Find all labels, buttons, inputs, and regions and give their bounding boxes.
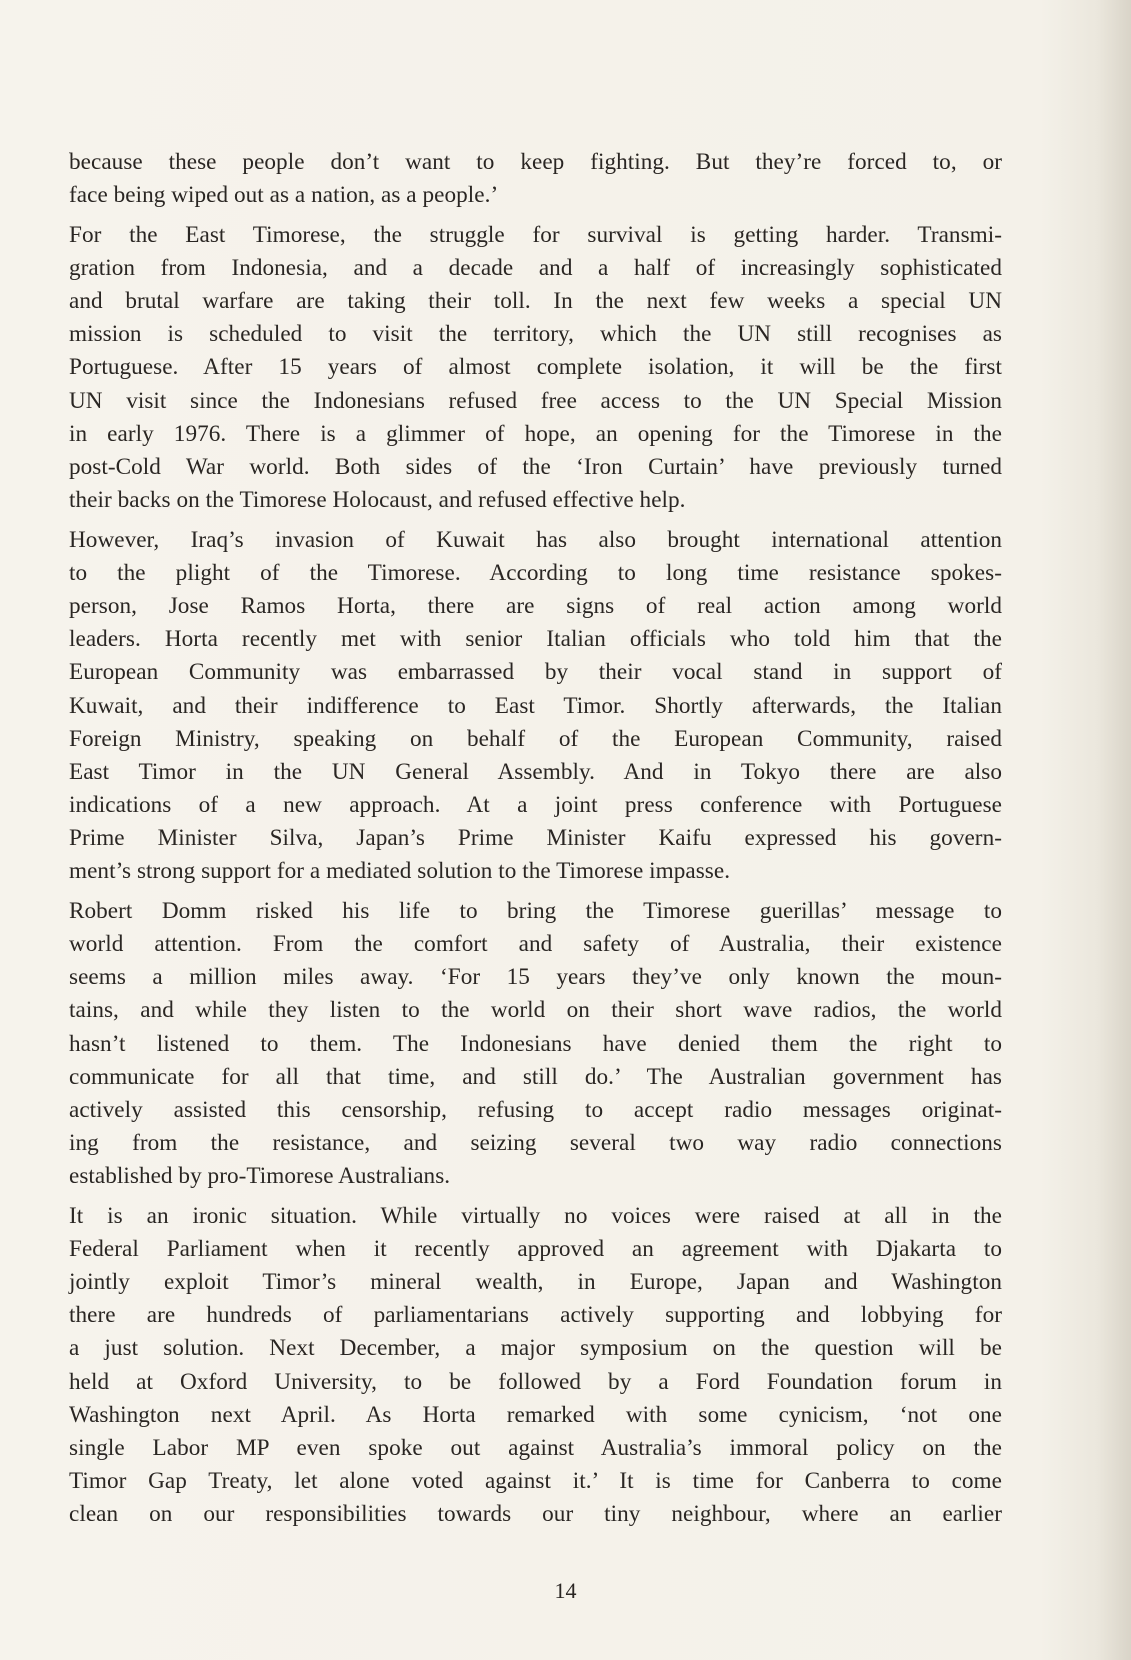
text-line: held at Oxford University, to be followed by a Ford Foundation forum in xyxy=(69,1368,1002,1395)
text-line: to the plight of the Timorese. According to long time resistance spokes- xyxy=(69,559,1002,586)
text-line: Timor Gap Treaty, let alone voted against it.’ It is time for Canberra to come xyxy=(69,1468,1002,1495)
paragraph-1 xyxy=(69,146,1002,212)
text-line: clean on our responsibilities towards our tiny neighbour, where an earlier xyxy=(69,1501,1002,1528)
text-line: Kuwait, and their indifference to East Timor. Shortly afterwards, the Italian xyxy=(69,692,1002,719)
text-line: Robert Domm risked his life to bring the Timorese guerillas’ message to xyxy=(69,897,1002,924)
text-line: Foreign Ministry, speaking on behalf of the European Community, raised xyxy=(69,725,1002,752)
text-line: because these people don’t want to keep fighting. But they’re forced to, or xyxy=(69,149,1002,175)
text-line: and brutal warfare are taking their toll. In the next few weeks a special UN xyxy=(69,288,1002,315)
text-line: Washington next April. As Horta remarked with some cynicism, ‘not one xyxy=(69,1401,1002,1428)
text-line: ment’s strong support for a mediated solution to the Timorese impasse. xyxy=(69,858,731,885)
page-number: 14 xyxy=(554,1578,577,1603)
text-line: It is an ironic situation. While virtually no voices were raised at all in the xyxy=(69,1202,1002,1229)
text-line: mission is scheduled to visit the territory, which the UN still recognises as xyxy=(69,321,1002,348)
text-line: seems a million miles away. ‘For 15 years they’ve only known the moun- xyxy=(69,964,1002,991)
text-line: world attention. From the comfort and safety of Australia, their existence xyxy=(69,931,1002,958)
text-line: single Labor MP even spoke out against Australia’s immoral policy on the xyxy=(69,1434,1002,1461)
body-text xyxy=(69,146,1002,1538)
text-line: Portuguese. After 15 years of almost complete isolation, it will be the first xyxy=(69,354,1002,381)
paragraph-3 xyxy=(69,524,1002,889)
text-line: face being wiped out as a nation, as a people.’ xyxy=(69,182,499,209)
paragraph-5 xyxy=(69,1200,1002,1532)
text-line: established by pro-Timorese Australians. xyxy=(69,1163,451,1190)
text-line: UN visit since the Indonesians refused free access to the UN Special Mission xyxy=(69,387,1002,414)
text-line: hasn’t listened to them. The Indonesians have denied them the right to xyxy=(69,1030,1002,1057)
text-line: tains, and while they listen to the world on their short wave radios, the world xyxy=(69,997,1002,1024)
text-line: a just solution. Next December, a major symposium on the question will be xyxy=(69,1335,1002,1362)
text-line: actively assisted this censorship, refusing to accept radio messages originat- xyxy=(69,1096,1002,1123)
text-line: East Timor in the UN General Assembly. And in Tokyo there are also xyxy=(69,758,1002,785)
text-line: ing from the resistance, and seizing several two way radio connections xyxy=(69,1130,1002,1157)
text-line: indications of a new approach. At a joint press conference with Portuguese xyxy=(69,791,1002,818)
paragraph-2 xyxy=(69,219,1002,517)
text-line: jointly exploit Timor’s mineral wealth, in Europe, Japan and Washington xyxy=(69,1269,1002,1296)
paragraph-4 xyxy=(69,895,1002,1193)
text-line: gration from Indonesia, and a decade and a half of increasingly sophisticated xyxy=(69,254,1002,281)
text-line: person, Jose Ramos Horta, there are signs of real action among world xyxy=(69,593,1002,620)
text-line: However, Iraq’s invasion of Kuwait has also brought international attention xyxy=(69,526,1002,553)
text-line: their backs on the Timorese Holocaust, and refused effective help. xyxy=(69,487,686,514)
text-line: there are hundreds of parliamentarians actively supporting and lobbying for xyxy=(69,1302,1002,1329)
text-line: European Community was embarrassed by their vocal stand in support of xyxy=(69,659,1002,686)
text-line: For the East Timorese, the struggle for survival is getting harder. Transmi- xyxy=(69,221,1002,248)
text-line: Federal Parliament when it recently approved an agreement with Djakarta to xyxy=(69,1236,1002,1262)
text-line: communicate for all that time, and still do.’ The Australian government has xyxy=(69,1063,1002,1090)
text-line: in early 1976. There is a glimmer of hope, an opening for the Timorese in the xyxy=(69,420,1002,447)
text-line: Prime Minister Silva, Japan’s Prime Minister Kaifu expressed his govern- xyxy=(69,825,1002,852)
text-line: post-Cold War world. Both sides of the ‘Iron Curtain’ have previously turned xyxy=(69,453,1002,480)
text-line: leaders. Horta recently met with senior Italian officials who told him that the xyxy=(69,626,1002,653)
